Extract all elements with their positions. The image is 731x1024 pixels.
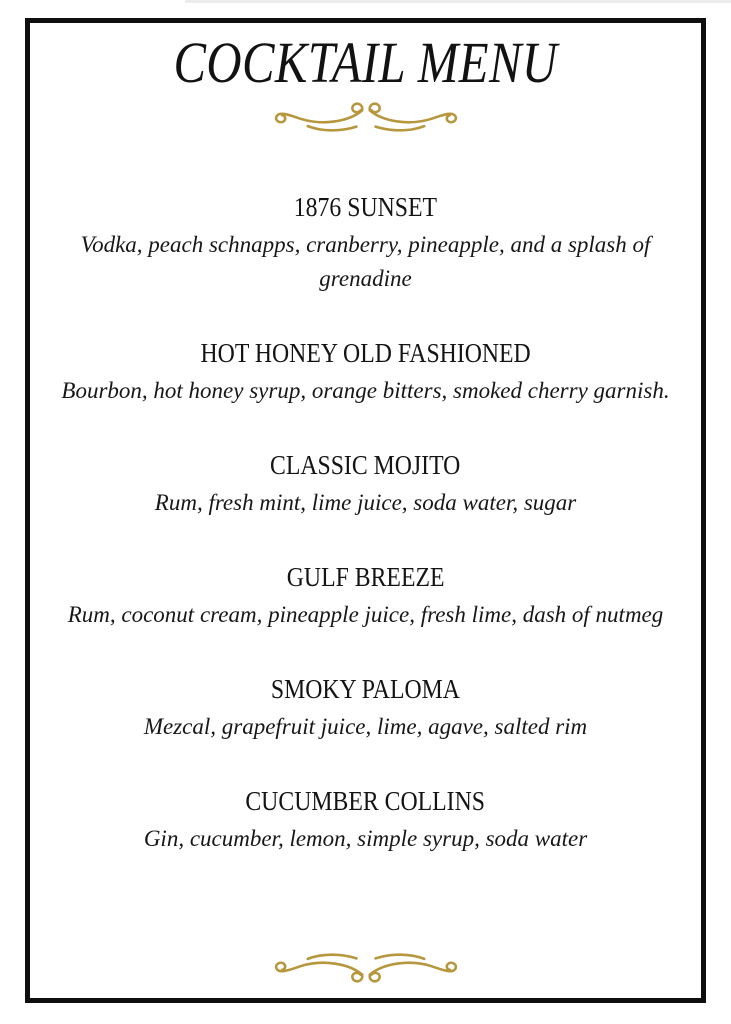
menu-item [30, 785, 701, 856]
item-name: HOT HONEY OLD FASHIONED [200, 338, 531, 368]
item-description: Gin, cucumber, lemon, simple syrup, soda water [143, 826, 588, 851]
menu-items [30, 191, 701, 856]
menu-item [30, 449, 701, 520]
page-title: COCKTAIL MENU [173, 30, 558, 95]
footer-flourish-icon [268, 946, 464, 988]
item-description: Mezcal, grapefruit juice, lime, agave, salted rim [143, 714, 588, 739]
item-name: 1876 SUNSET [293, 192, 438, 222]
item-name: CUCUMBER COLLINS [245, 786, 486, 816]
menu-item [30, 191, 701, 296]
menu-item [30, 561, 701, 632]
menu-item [30, 673, 701, 744]
item-description: Bourbon, hot honey syrup, orange bitters, smoked cherry garnish. [61, 378, 670, 403]
item-description: Vodka, peach schnapps, cranberry, pineapple, and a splash of grenadine [80, 232, 651, 291]
item-name: GULF BREEZE [286, 562, 445, 592]
item-name: SMOKY PALOMA [270, 674, 461, 704]
item-name: CLASSIC MOJITO [270, 450, 461, 480]
top-edge-artifact [185, 0, 731, 3]
item-description: Rum, coconut cream, pineapple juice, fresh lime, dash of nutmeg [67, 602, 664, 627]
item-description: Rum, fresh mint, lime juice, soda water, sugar [154, 490, 577, 515]
menu-item [30, 337, 701, 408]
header-flourish-icon [30, 97, 701, 139]
menu-frame [25, 18, 706, 1003]
